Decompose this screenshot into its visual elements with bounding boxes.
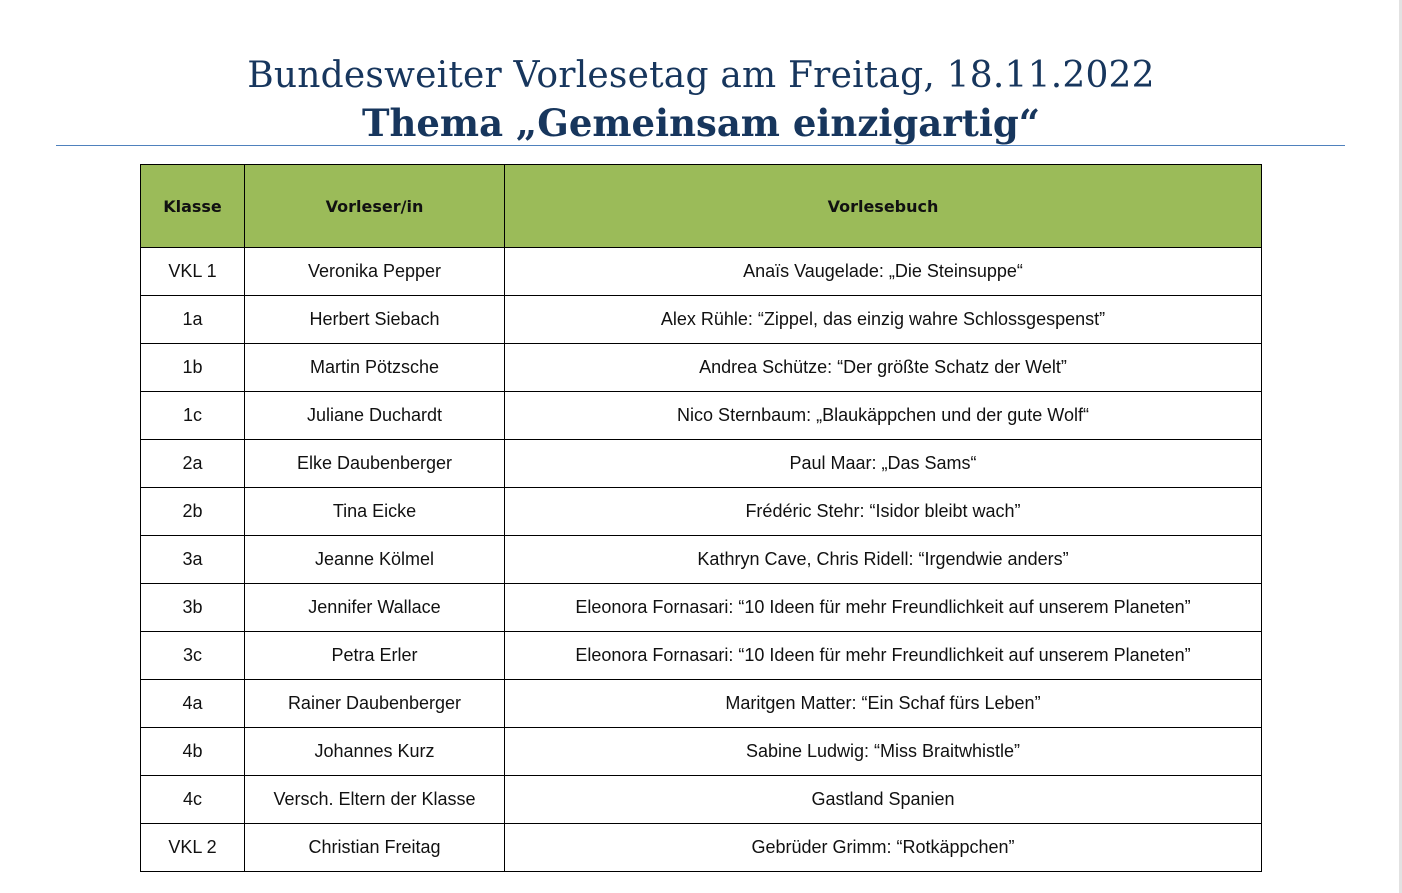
cell-vorlesebuch: Gebrüder Grimm: “Rotkäppchen” [505, 824, 1262, 872]
cell-vorlesebuch: Sabine Ludwig: “Miss Braitwhistle” [505, 728, 1262, 776]
cell-vorlesebuch: Anaïs Vaugelade: „Die Steinsuppe“ [505, 248, 1262, 296]
table-row [141, 728, 1262, 776]
header-vorlesebuch: Vorlesebuch [505, 165, 1262, 248]
table-row [141, 296, 1262, 344]
table-header-row [141, 165, 1262, 248]
cell-klasse: 3c [141, 632, 245, 680]
cell-vorleser: Herbert Siebach [245, 296, 505, 344]
cell-vorlesebuch: Paul Maar: „Das Sams“ [505, 440, 1262, 488]
table-row [141, 248, 1262, 296]
title-divider [56, 145, 1345, 146]
cell-klasse: VKL 1 [141, 248, 245, 296]
header-klasse: Klasse [141, 165, 245, 248]
cell-vorlesebuch: Nico Sternbaum: „Blaukäppchen und der gute Wolf“ [505, 392, 1262, 440]
cell-vorleser: Petra Erler [245, 632, 505, 680]
page-subtitle: Thema „Gemeinsam einzigartig“ [361, 101, 1041, 145]
cell-vorlesebuch: Kathryn Cave, Chris Ridell: “Irgendwie anders” [505, 536, 1262, 584]
cell-klasse: 3a [141, 536, 245, 584]
cell-vorlesebuch: Alex Rühle: “Zippel, das einzig wahre Schlossgespenst” [505, 296, 1262, 344]
table-row [141, 584, 1262, 632]
table-row [141, 776, 1262, 824]
cell-vorleser: Jennifer Wallace [245, 584, 505, 632]
cell-klasse: 3b [141, 584, 245, 632]
table-row [141, 440, 1262, 488]
cell-vorleser: Martin Pötzsche [245, 344, 505, 392]
cell-klasse: 4c [141, 776, 245, 824]
cell-vorleser: Christian Freitag [245, 824, 505, 872]
cell-klasse: 1b [141, 344, 245, 392]
cell-vorleser: Veronika Pepper [245, 248, 505, 296]
cell-vorlesebuch: Frédéric Stehr: “Isidor bleibt wach” [505, 488, 1262, 536]
cell-vorlesebuch: Eleonora Fornasari: “10 Ideen für mehr Freundlichkeit auf unserem Planeten” [505, 632, 1262, 680]
cell-vorleser: Tina Eicke [245, 488, 505, 536]
table-row [141, 344, 1262, 392]
cell-vorleser: Jeanne Kölmel [245, 536, 505, 584]
cell-vorleser: Juliane Duchardt [245, 392, 505, 440]
table-row [141, 824, 1262, 872]
cell-vorleser: Versch. Eltern der Klasse [245, 776, 505, 824]
header-vorleser: Vorleser/in [245, 165, 505, 248]
cell-klasse: 2b [141, 488, 245, 536]
table-row [141, 632, 1262, 680]
cell-klasse: 2a [141, 440, 245, 488]
table-row [141, 536, 1262, 584]
cell-klasse: 1a [141, 296, 245, 344]
table-row [141, 392, 1262, 440]
cell-vorlesebuch: Eleonora Fornasari: “10 Ideen für mehr Freundlichkeit auf unserem Planeten” [505, 584, 1262, 632]
cell-vorleser: Rainer Daubenberger [245, 680, 505, 728]
table-row [141, 680, 1262, 728]
cell-vorleser: Johannes Kurz [245, 728, 505, 776]
cell-vorlesebuch: Andrea Schütze: “Der größte Schatz der Welt” [505, 344, 1262, 392]
cell-klasse: VKL 2 [141, 824, 245, 872]
cell-klasse: 4a [141, 680, 245, 728]
page-title: Bundesweiter Vorlesetag am Freitag, 18.11.2022 [247, 55, 1155, 96]
cell-klasse: 4b [141, 728, 245, 776]
reading-schedule-table [140, 164, 1262, 872]
cell-klasse: 1c [141, 392, 245, 440]
cell-vorleser: Elke Daubenberger [245, 440, 505, 488]
table-row [141, 488, 1262, 536]
cell-vorlesebuch: Maritgen Matter: “Ein Schaf fürs Leben” [505, 680, 1262, 728]
cell-vorlesebuch: Gastland Spanien [505, 776, 1262, 824]
